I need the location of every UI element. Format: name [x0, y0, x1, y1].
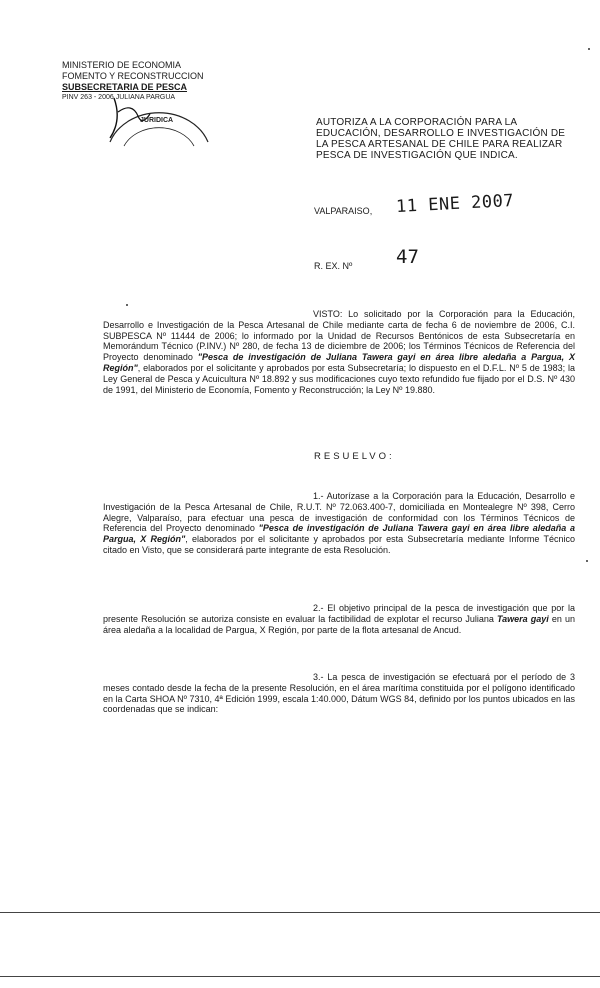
- letterhead-reference: PINV 263 - 2006 JULIANA PARGUA: [62, 94, 176, 101]
- visto-text-b: , elaborados por el solicitante y aprobados por esta Subsecretaría; lo dispuesto en el D.F.L. Nº 5 de 1983; la Ley General de Pesca y Acuicultura Nº 18.892 y sus modificaciones cuyo texto refundido fue fijado por el D.S. Nº 430 de 1991, del Ministerio de Economía, Fomento y Reconstrucción; la Ley Nº 19.880.: [103, 362, 575, 395]
- stamp-text: JURIDICA: [140, 117, 174, 124]
- letterhead-subsecretaria: SUBSECRETARIA DE PESCA: [62, 82, 188, 92]
- visto-paragraph: [103, 309, 575, 395]
- article-2-species: Tawera gayi: [496, 613, 549, 624]
- article-1: [103, 491, 575, 556]
- article-2-text-a: El objetivo principal de la pesca de investigación que por la presente Resolución se autoriza consiste en evaluar la factibilidad de explotar el recurso Juliana: [103, 603, 575, 624]
- resuelvo-heading: RESUELVO:: [314, 451, 395, 462]
- article-1-number: 1.-: [313, 491, 324, 501]
- official-stamp: [104, 92, 214, 150]
- article-3: [103, 672, 575, 715]
- article-1-text-b: , elaborados por el solicitante y aprobados por esta Subsecretaría mediante Informe Técnico citado en Visto, que se considerará parte integrante de esta Resolución.: [103, 534, 575, 555]
- document-title: AUTORIZA A LA CORPORACIÓN PARA LA EDUCACIÓN, DESARROLLO E INVESTIGACIÓN DE LA PESCA ARTESANAL DE CHILE PARA REALIZAR PESCA DE INVESTIGACIÓN QUE INDICA.: [316, 117, 566, 161]
- article-2: [103, 603, 575, 635]
- letterhead-ministry: MINISTERIO DE ECONOMIA: [62, 60, 182, 70]
- article-1-text-a: Autorízase a la Corporación para la Educación, Desarrollo e Investigación de la Pesca Artesanal de Chile, R.U.T. Nº 72.063.400-7, domiciliada en Montealegre Nº 398, Cerro Alegre, Valparaíso, para efectuar una pesca de investigación de conformidad con los Términos Técnicos de Referencia del Proyecto denominado: [103, 491, 575, 534]
- visto-project-name: "Pesca de investigación de Juliana Tawera gayi en área libre aledaña a Pargua, X Región": [103, 352, 576, 373]
- visto-label: VISTO:: [313, 309, 343, 319]
- article-3-text-a: La pesca de investigación se efectuará por el período de 3 meses contado desde la fecha de la presente Resolución, en el área marítima constituida por el polígono identificado en la Carta SHOA Nº 7310, 4ª Edición 1999, escala 1:40.000, Dátum WGS 84, definido por los puntos ubicados en las coordenadas que se indican:: [103, 672, 575, 715]
- letterhead-ministry-2: FOMENTO Y RECONSTRUCCION: [62, 71, 204, 81]
- scan-edge-line-bottom: [0, 976, 600, 977]
- article-3-number: 3.-: [313, 672, 324, 682]
- scan-speck: [586, 560, 588, 562]
- date-stamp: 11 ENE 2007: [395, 190, 515, 218]
- scan-edge-line-top: [0, 912, 600, 913]
- visto-text-a: Lo solicitado por la Corporación para la Educación, Desarrollo e Investigación de la Pesca Artesanal de Chile mediante carta de fecha 6 de noviembre de 2006, C.I. SUBPESCA Nº 11444 de 2006; lo informado por la Unidad de Recursos Bentónicos de esta Subsecretaría en Memorándum Técnico (P.INV.) Nº 280, de fecha 13 de diciembre de 2006; los Términos Técnicos de Referencia del Proyecto denominado: [103, 309, 575, 363]
- resolution-number: 47: [396, 246, 419, 268]
- article-1-project-name: "Pesca de investigación de Juliana Tawera gayi en área libre aledaña a Pargua, X Región": [103, 523, 576, 545]
- article-2-text-b: en un área aledaña a la localidad de Pargua, X Región, por parte de la flota artesanal de Ancud.: [103, 613, 575, 635]
- scan-speck: [126, 304, 128, 306]
- scan-speck: [588, 48, 590, 50]
- article-2-number: 2.-: [313, 603, 324, 613]
- resolution-label: R. EX. Nº: [314, 261, 353, 271]
- place-label: VALPARAISO,: [314, 206, 373, 216]
